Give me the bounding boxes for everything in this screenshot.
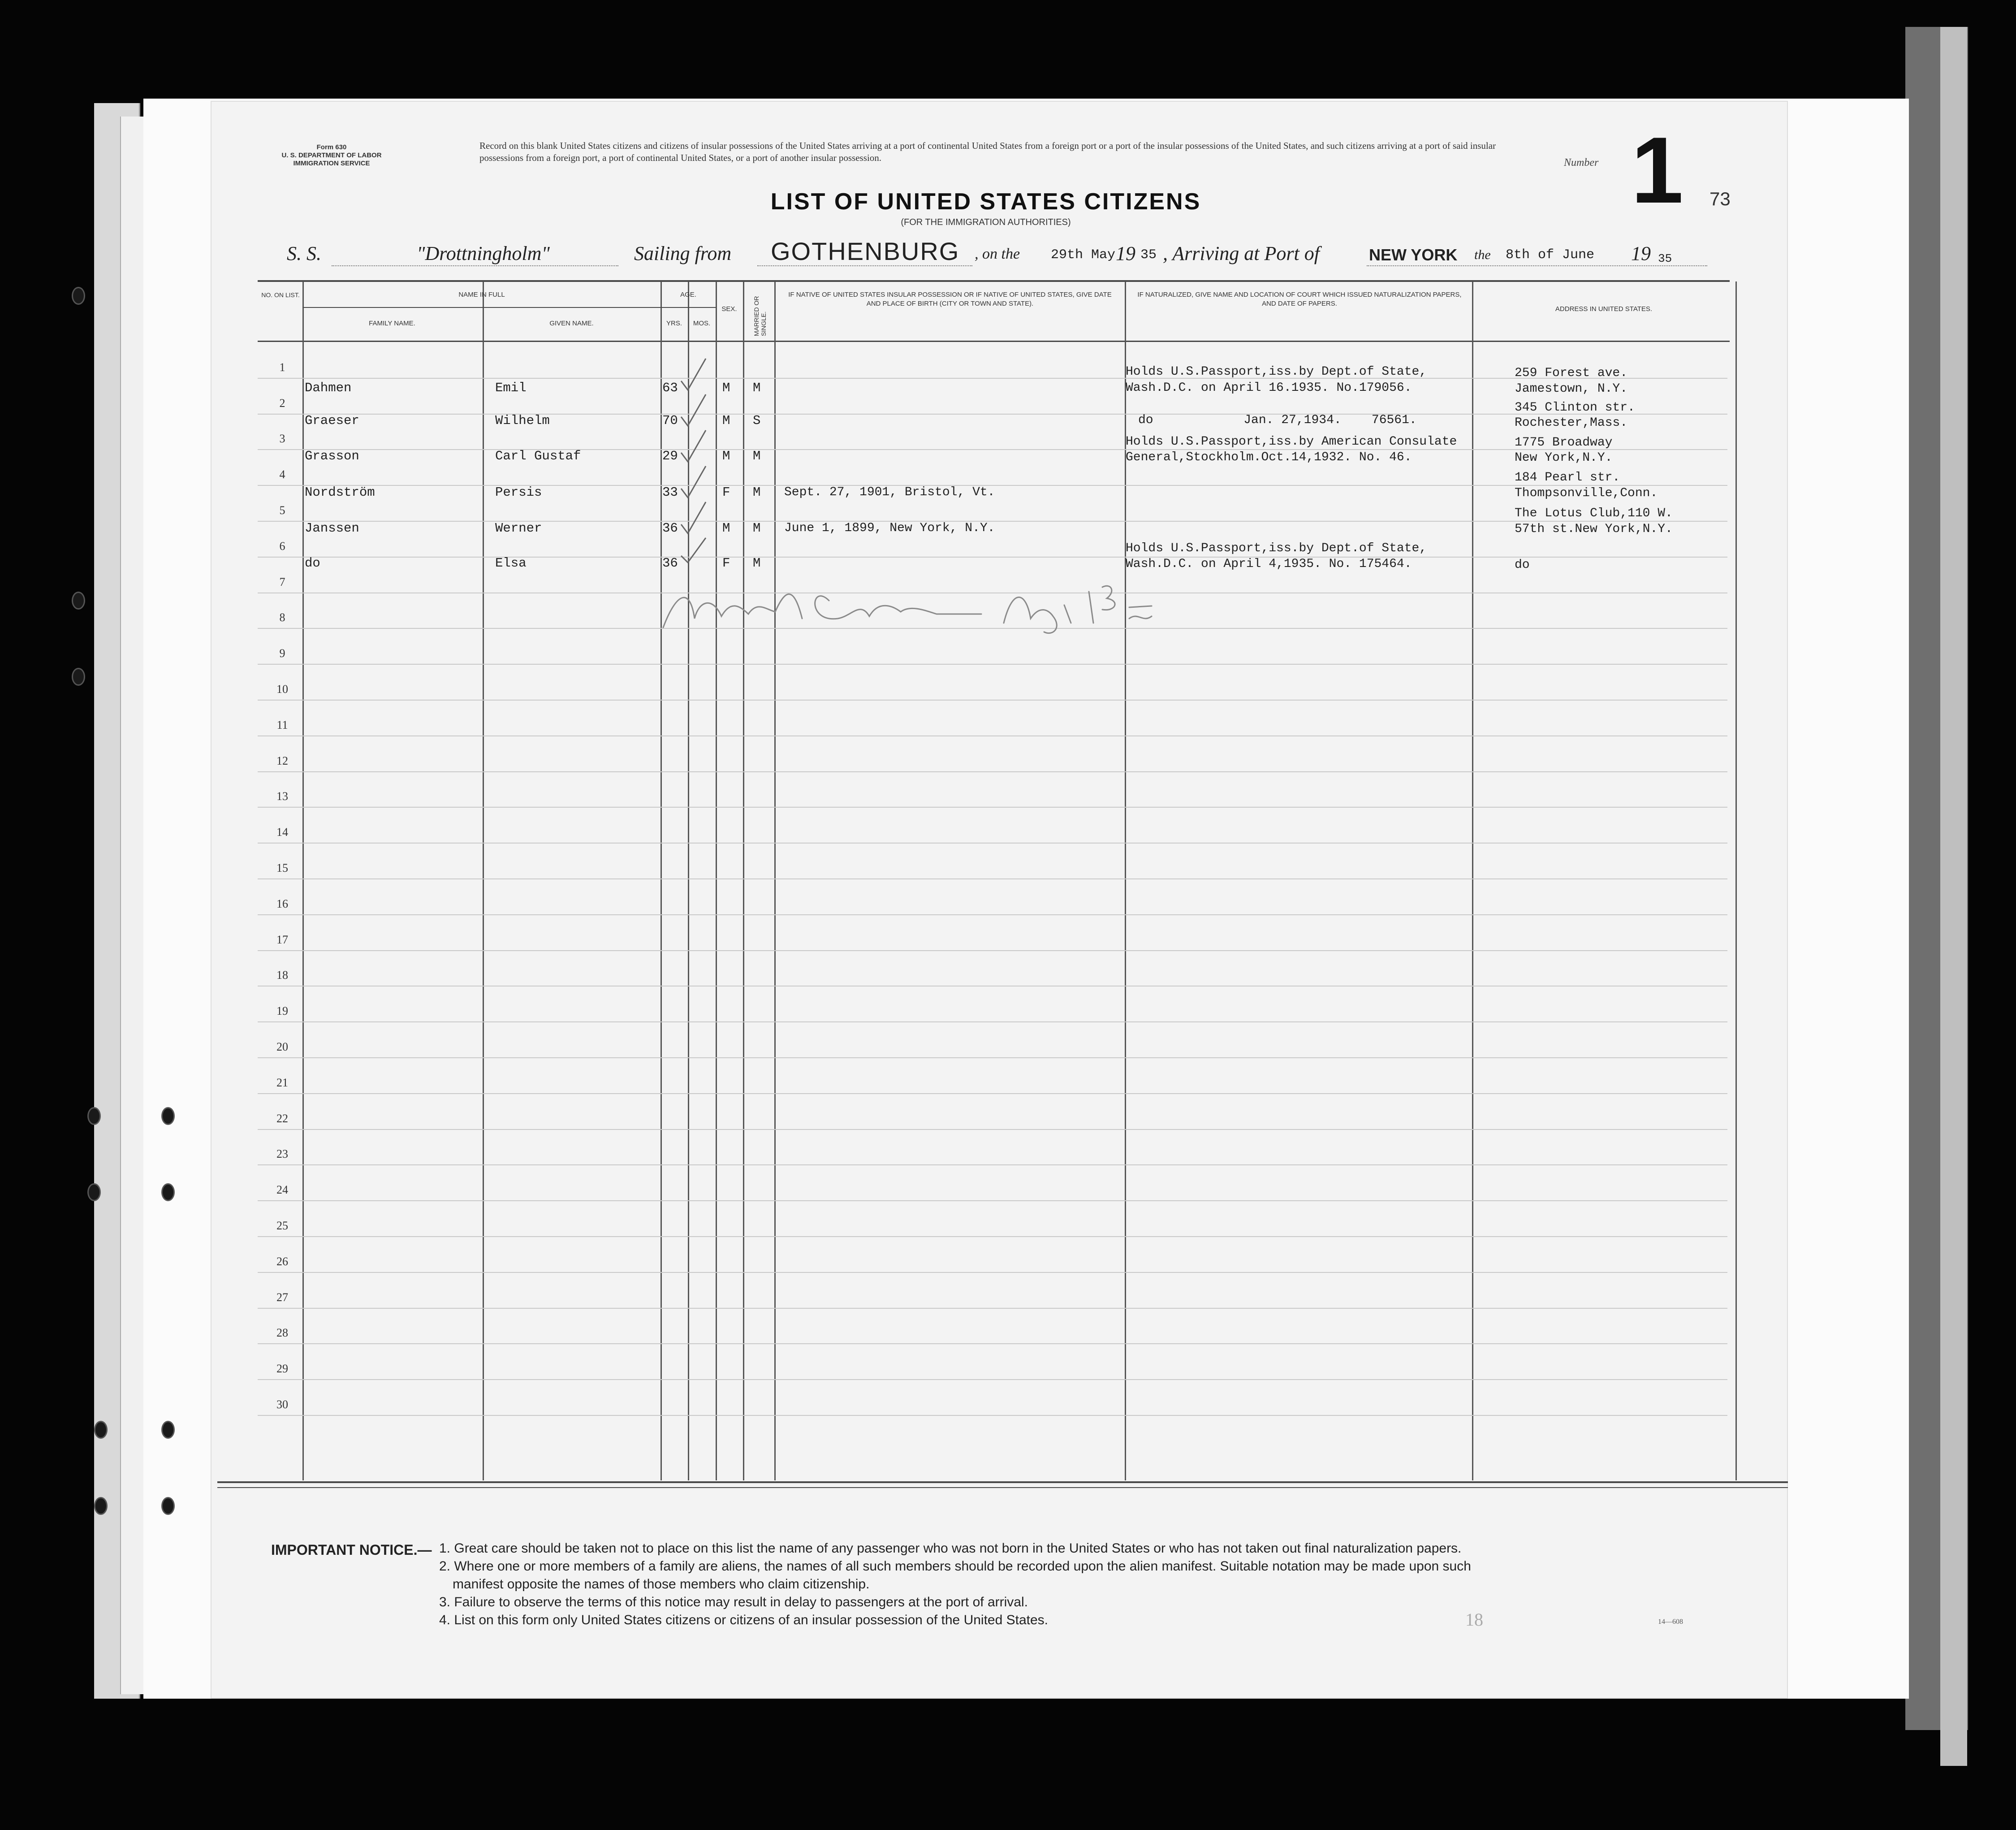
row-rule bbox=[258, 807, 1727, 808]
punch-hole bbox=[72, 668, 85, 686]
instructions-text: Record on this blank United States citizens and citizens of insular possessions of the United States arriving at a port of continental United States from a foreign port or a port of the insular possessions of the United States, and such citizens arriving at a port of said insular possessions from a foreign port, a port of continental United States, or a port of another insular possession. bbox=[479, 140, 1496, 163]
row-rule bbox=[258, 664, 1727, 665]
row-rule bbox=[258, 449, 1727, 450]
papers-line-1: do Jan. 27,1934. 76561. bbox=[1138, 413, 1417, 427]
line-number: 30 bbox=[276, 1398, 288, 1411]
punch-hole bbox=[161, 1183, 175, 1201]
address-line-1: 259 Forest ave. bbox=[1515, 366, 1628, 380]
row-rule bbox=[258, 1308, 1727, 1309]
punch-hole bbox=[72, 592, 85, 610]
form-number: Form 630 bbox=[316, 143, 347, 151]
departure-date: 29th May bbox=[1051, 247, 1116, 263]
given-name: Wilhelm bbox=[495, 413, 550, 428]
line-number: 27 bbox=[276, 1291, 288, 1304]
notice-item-4: 4. List on this form only United States citizens or citizens of an insular possession of the United States. bbox=[439, 1613, 1049, 1627]
table-bottom-rule bbox=[217, 1481, 1788, 1483]
punch-hole bbox=[87, 1107, 101, 1125]
given-name: Emil bbox=[495, 381, 527, 395]
binder-strip-inner bbox=[120, 117, 143, 1694]
col-line bbox=[483, 281, 484, 1480]
ship-dotline bbox=[332, 265, 618, 266]
line-number: 26 bbox=[276, 1255, 288, 1268]
check-mark bbox=[681, 359, 706, 390]
line-number: 9 bbox=[279, 647, 285, 660]
address-line-1: 1775 Broadway bbox=[1515, 436, 1613, 450]
row-rule bbox=[258, 414, 1727, 415]
punch-hole bbox=[161, 1421, 175, 1439]
col-line bbox=[1472, 281, 1473, 1480]
row-rule bbox=[258, 878, 1727, 879]
sex: F bbox=[722, 556, 730, 571]
stamp-number: 73 bbox=[1709, 188, 1731, 209]
married: S bbox=[753, 413, 761, 428]
married: M bbox=[753, 485, 761, 500]
row-rule bbox=[258, 1343, 1727, 1344]
sex: F bbox=[722, 485, 730, 500]
number-label: Number bbox=[1564, 157, 1599, 169]
header-yrs: YRS. bbox=[666, 320, 682, 327]
header-name-in-full: NAME IN FULL bbox=[458, 291, 505, 299]
check-mark bbox=[681, 430, 706, 462]
notice-item-2-cont: manifest opposite the names of those members who claim citizenship. bbox=[453, 1577, 870, 1592]
ship-name: "Drottningholm" bbox=[417, 242, 550, 264]
header-birth: IF NATIVE OF UNITED STATES INSULAR POSSESSION OR IF NATIVE OF UNITED STATES, GIVE DATE AND PLACE OF BIRTH (CITY OR TOWN AND STATE). bbox=[788, 291, 1112, 307]
sex: M bbox=[722, 413, 730, 428]
row-rule bbox=[258, 1129, 1727, 1130]
line-number: 4 bbox=[279, 468, 285, 481]
line-number: 1 bbox=[279, 361, 285, 374]
table-top-rule bbox=[258, 280, 1730, 282]
papers-line-2: Wash.D.C. on April 16.1935. No.179056. bbox=[1126, 381, 1412, 395]
row-rule bbox=[258, 950, 1727, 951]
header-no: NO. ON LIST. bbox=[261, 291, 300, 299]
given-name: Elsa bbox=[495, 556, 527, 571]
address-line-2: Rochester,Mass. bbox=[1515, 416, 1628, 430]
row-rule bbox=[258, 700, 1727, 701]
line-number: 19 bbox=[276, 1004, 288, 1017]
row-rule bbox=[258, 557, 1727, 558]
punch-hole bbox=[161, 1497, 175, 1515]
line-number: 29 bbox=[276, 1362, 288, 1375]
row-rule bbox=[258, 1021, 1727, 1022]
line-number: 7 bbox=[279, 575, 285, 588]
header-married: MARRIED OR SINGLE. bbox=[753, 296, 767, 336]
ss-label: S. S. bbox=[287, 242, 321, 264]
line-number: 6 bbox=[279, 540, 285, 553]
notice-item-3: 3. Failure to observe the terms of this notice may result in delay to passengers at the port of arrival. bbox=[439, 1595, 1028, 1609]
line-number: 24 bbox=[276, 1183, 288, 1196]
address-line-2: Jamestown, N.Y. bbox=[1515, 382, 1628, 396]
line-number: 20 bbox=[276, 1040, 288, 1053]
address-line-1: 345 Clinton str. bbox=[1515, 401, 1635, 415]
col-line bbox=[774, 281, 776, 1480]
birth: Sept. 27, 1901, Bristol, Vt. bbox=[784, 485, 995, 499]
papers-line-2: General,Stockholm.Oct.14,1932. No. 46. bbox=[1126, 450, 1412, 464]
page-subtitle: (FOR THE IMMIGRATION AUTHORITIES) bbox=[901, 217, 1071, 227]
row-rule bbox=[258, 378, 1727, 379]
name-header-rule bbox=[302, 307, 661, 308]
row-rule bbox=[258, 1200, 1727, 1201]
row-rule bbox=[258, 1057, 1727, 1058]
family-name: Janssen bbox=[305, 521, 359, 536]
married: M bbox=[753, 449, 761, 463]
punch-hole bbox=[94, 1497, 108, 1515]
header-bottom-rule bbox=[258, 341, 1730, 342]
header-sex: SEX. bbox=[721, 305, 737, 313]
age-header-rule bbox=[660, 307, 716, 308]
age-yrs: 29 bbox=[662, 449, 678, 463]
birth: June 1, 1899, New York, N.Y. bbox=[784, 521, 995, 535]
line-number: 25 bbox=[276, 1219, 288, 1232]
header-address: ADDRESS IN UNITED STATES. bbox=[1555, 305, 1653, 313]
handwritten-signature bbox=[659, 574, 1205, 641]
line-number: 15 bbox=[276, 861, 288, 874]
year-prefix: 19 bbox=[1116, 242, 1135, 264]
line-number: 12 bbox=[276, 754, 288, 767]
punch-hole bbox=[87, 1183, 101, 1201]
married: M bbox=[753, 381, 761, 395]
line-number: 11 bbox=[276, 718, 288, 731]
page-stamp: 18 bbox=[1465, 1609, 1483, 1630]
given-name: Persis bbox=[495, 485, 542, 500]
row-rule bbox=[258, 1093, 1727, 1094]
port-dotline bbox=[757, 265, 972, 266]
list-number: 1 bbox=[1631, 117, 1684, 223]
check-marks bbox=[672, 350, 726, 565]
check-mark bbox=[681, 538, 706, 562]
header-family-name: FAMILY NAME. bbox=[369, 320, 415, 327]
departure-year: 35 bbox=[1140, 247, 1157, 263]
header-naturalized: IF NATURALIZED, GIVE NAME AND LOCATION OF COURT WHICH ISSUED NATURALIZATION PAPERS, AND DATE OF PAPERS. bbox=[1137, 291, 1462, 307]
arrival-year-prefix: 19 bbox=[1631, 242, 1651, 264]
page-title: LIST OF UNITED STATES CITIZENS bbox=[770, 189, 1201, 215]
family-name: do bbox=[305, 556, 320, 571]
address-line-2: New York,N.Y. bbox=[1515, 451, 1613, 465]
page-edge-right-light bbox=[1940, 27, 1967, 1766]
age-yrs: 36 bbox=[662, 556, 678, 571]
row-rule bbox=[258, 914, 1727, 915]
papers-line-1: Holds U.S.Passport,iss.by American Consulate bbox=[1126, 435, 1457, 449]
arrival-year: 35 bbox=[1658, 252, 1672, 265]
line-number: 2 bbox=[279, 397, 285, 410]
form-id-block bbox=[251, 143, 412, 168]
header-age: AGE. bbox=[680, 291, 696, 299]
col-line bbox=[1735, 281, 1737, 1480]
row-rule bbox=[258, 843, 1727, 844]
address-line-2: 57th st.New York,N.Y. bbox=[1515, 522, 1673, 536]
address-line-1: The Lotus Club,110 W. bbox=[1515, 506, 1673, 520]
row-rule bbox=[258, 735, 1727, 736]
address-line-1: do bbox=[1515, 558, 1530, 572]
sex: M bbox=[722, 449, 730, 463]
punch-hole bbox=[72, 287, 85, 305]
line-number: 13 bbox=[276, 790, 288, 803]
line-number: 10 bbox=[276, 683, 288, 696]
line-number: 17 bbox=[276, 933, 288, 946]
table-bottom-rule-2 bbox=[217, 1487, 1788, 1488]
age-yrs: 63 bbox=[662, 381, 678, 395]
age-yrs: 33 bbox=[662, 485, 678, 500]
arrival-date: 8th of June bbox=[1506, 247, 1595, 263]
form-code: 14—608 bbox=[1658, 1618, 1683, 1626]
address-line-2: Thompsonville,Conn. bbox=[1515, 486, 1658, 500]
port-from: GOTHENBURG bbox=[771, 237, 960, 265]
check-mark bbox=[681, 502, 706, 533]
given-name: Werner bbox=[495, 521, 542, 536]
sex: M bbox=[722, 521, 730, 536]
notice-item-1: 1. Great care should be taken not to place on this list the name of any passenger who was not born in the United States or who has not taken out final naturalization papers. bbox=[439, 1541, 1462, 1556]
the-label: the bbox=[1474, 247, 1491, 262]
family-name: Nordström bbox=[305, 485, 375, 500]
punch-hole bbox=[161, 1107, 175, 1125]
on-label: , on the bbox=[975, 246, 1020, 262]
married: M bbox=[753, 556, 761, 571]
papers-line-1: Holds U.S.Passport,iss.by Dept.of State, bbox=[1126, 541, 1427, 555]
row-rule bbox=[258, 1236, 1727, 1237]
line-number: 18 bbox=[276, 969, 288, 982]
arrival-dotline bbox=[1367, 265, 1707, 266]
line-number: 16 bbox=[276, 897, 288, 910]
family-name: Grasson bbox=[305, 449, 359, 463]
papers-line-1: Holds U.S.Passport,iss.by Dept.of State, bbox=[1126, 365, 1427, 379]
punch-hole bbox=[94, 1421, 108, 1439]
notice-label: IMPORTANT NOTICE.— bbox=[271, 1542, 432, 1558]
married: M bbox=[753, 521, 761, 536]
arriving-label: , Arriving at Port of bbox=[1163, 242, 1320, 264]
given-name: Carl Gustaf bbox=[495, 449, 581, 463]
line-number: 3 bbox=[279, 432, 285, 445]
header-given-name: GIVEN NAME. bbox=[549, 320, 594, 327]
address-line-1: 184 Pearl str. bbox=[1515, 471, 1620, 485]
header-mos: MOS. bbox=[693, 320, 711, 327]
row-rule bbox=[258, 1164, 1727, 1165]
row-rule bbox=[258, 1379, 1727, 1380]
row-rule bbox=[258, 1415, 1727, 1416]
notice-item-2: 2. Where one or more members of a family are aliens, the names of all such members should be recorded upon the alien manifest. Suitable notation may be made upon such bbox=[439, 1559, 1471, 1574]
service: IMMIGRATION SERVICE bbox=[293, 160, 370, 167]
row-rule bbox=[258, 1272, 1727, 1273]
age-yrs: 70 bbox=[662, 413, 678, 428]
family-name: Graeser bbox=[305, 413, 359, 428]
check-mark bbox=[681, 394, 706, 426]
col-line bbox=[743, 281, 744, 1480]
row-rule bbox=[258, 771, 1727, 772]
line-number: 8 bbox=[279, 611, 285, 624]
department: U. S. DEPARTMENT OF LABOR bbox=[281, 151, 382, 159]
family-name: Dahmen bbox=[305, 381, 352, 395]
line-number: 28 bbox=[276, 1326, 288, 1339]
port-to: NEW YORK bbox=[1369, 246, 1458, 264]
line-number: 22 bbox=[276, 1112, 288, 1125]
line-number: 23 bbox=[276, 1147, 288, 1160]
line-number: 21 bbox=[276, 1076, 288, 1089]
sex: M bbox=[722, 381, 730, 395]
line-number: 14 bbox=[276, 826, 288, 839]
age-yrs: 36 bbox=[662, 521, 678, 536]
line-number: 5 bbox=[279, 504, 285, 517]
col-line bbox=[660, 281, 662, 1480]
check-mark bbox=[681, 466, 706, 498]
sailing-label: Sailing from bbox=[634, 242, 732, 264]
papers-line-2: Wash.D.C. on April 4,1935. No. 175464. bbox=[1126, 557, 1412, 571]
